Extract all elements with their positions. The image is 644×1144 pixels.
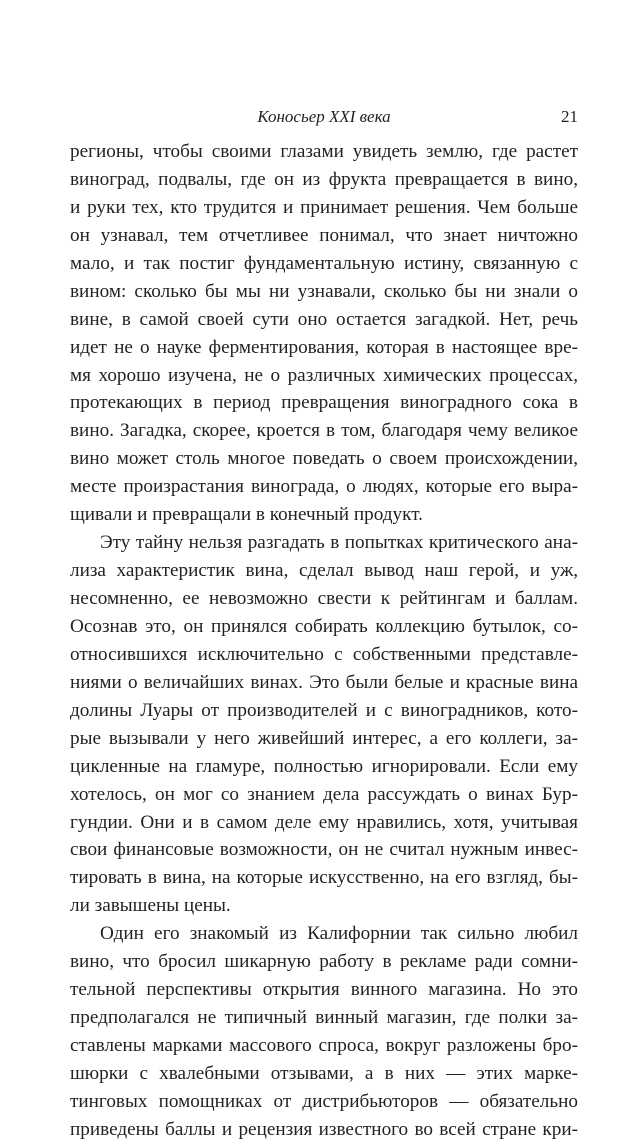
text-line: регионы, чтобы своими глазами увидеть землю, где растет (70, 141, 578, 162)
text-line: и руки тех, кто трудится и принимает решения. Чем больше (70, 196, 578, 218)
text-line: цикленные на гламуре, полностью игнорировали. Если ему (70, 755, 578, 777)
text-line: тельной перспективы открытия винного магазина. Но это (70, 979, 578, 1001)
text-line: ниями о величайших винах. Это были белые и красные вина (70, 671, 578, 693)
paragraph-last-line: ли завышены цены. (70, 895, 231, 917)
paragraph-last-line: щивали и превращали в конечный продукт. (70, 504, 423, 526)
text-line: тинговых помощниках от дистрибьюторов — обязательно (70, 1090, 578, 1112)
text-line: мя хорошо изучена, не о различных химических процессах, (70, 364, 578, 386)
paragraph-first-line: Эту тайну нельзя разгадать в попытках критического ана- (100, 532, 578, 554)
text-line: вине, в самой своей сути оно остается загадкой. Нет, речь (70, 308, 578, 330)
text-line: вино. Загадка, скорее, кроется в том, благодаря чему великое (70, 420, 578, 442)
text-line: долины Луары от производителей и с виноградников, кото- (70, 699, 578, 721)
text-line: идет не о науке ферментирования, которая в настоящее вре- (70, 336, 578, 358)
text-line: ставлены марками массового спроса, вокруг разложены бро- (70, 1035, 578, 1056)
running-head (70, 104, 578, 130)
text-line: вином: сколько бы мы ни узнавали, сколько бы ни знали о (70, 280, 578, 302)
text-line: тировать в вина, на которые искусственно, на его взгляд, бы- (70, 867, 578, 889)
text-line: месте произрастания винограда, о людях, которые его выра- (70, 476, 578, 498)
text-line: протекающих в период превращения виноградного сока в (70, 392, 578, 414)
text-line: виноград, подвалы, где он из фрукта превращается в вино, (70, 168, 578, 190)
text-line: он узнавал, тем отчетливее понимал, что знает ничтожно (70, 224, 578, 246)
running-title: Коносьер XXI века (257, 107, 391, 126)
paragraph-first-line: Один его знакомый из Калифорнии так сильно любил (100, 923, 578, 945)
text-line: относившихся исключительно с собственными представле- (70, 643, 578, 665)
text-line: свои финансовые возможности, он не считал нужным инвес- (70, 839, 578, 861)
body-text (70, 138, 578, 1144)
page-number: 21 (561, 107, 578, 126)
text-line: несомненно, ее невозможно свести к рейтингам и баллам. (70, 588, 578, 609)
text-line: лиза характеристик вина, сделал вывод наш герой, и уж, (70, 560, 578, 582)
text-line: шюрки с хвалебными отзывами, а в них — этих марке- (70, 1062, 578, 1084)
text-line: мало, и так постиг фундаментальную истину, связанную с (70, 252, 578, 274)
text-line: гундии. Они и в самом деле ему нравились, хотя, учитывая (70, 811, 578, 833)
text-line: рые вызывали у него живейший интерес, а его коллеги, за- (70, 727, 578, 749)
text-line: вино, что бросил шикарную работу в рекламе ради сомни- (70, 951, 578, 973)
text-line: вино может столь многое поведать о своем происхождении, (70, 448, 578, 470)
text-line: хотелось, он мог со знанием дела рассуждать о винах Бур- (70, 783, 578, 805)
text-line: Осознав это, он принялся собирать коллекцию бутылок, со- (70, 615, 578, 637)
text-line: приведены баллы и рецензия известного во всей стране кри- (70, 1118, 578, 1140)
text-line: предполагался не типичный винный магазин, где полки за- (70, 1007, 578, 1029)
